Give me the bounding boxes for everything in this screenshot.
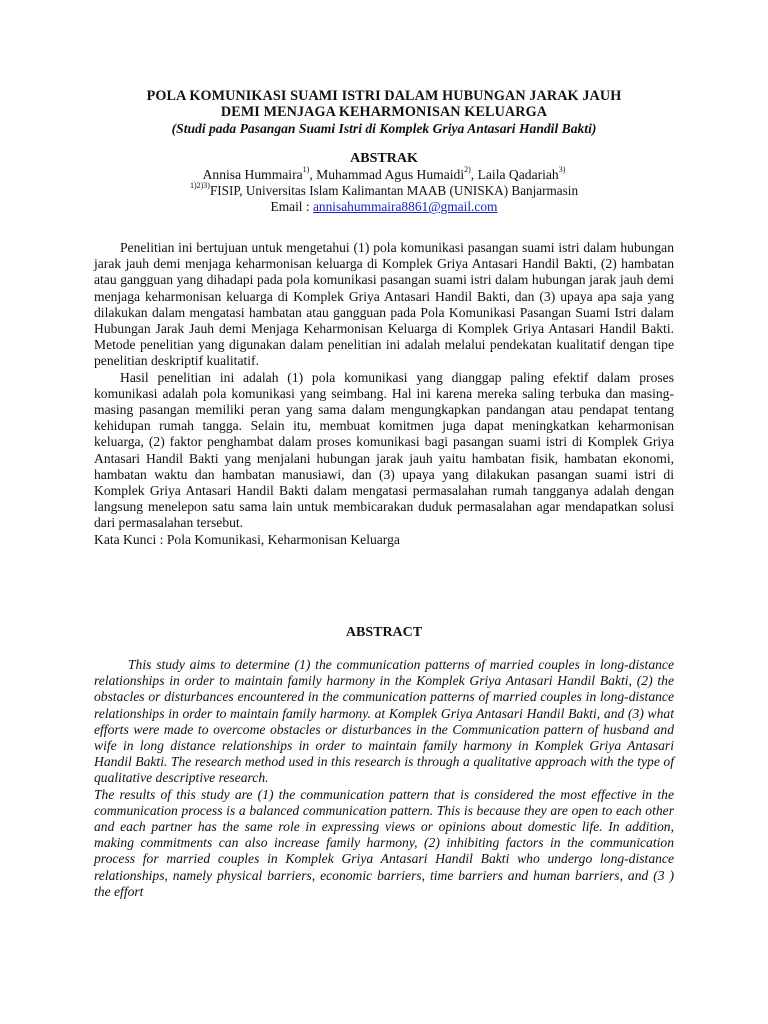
abstract-paragraph-2: The results of this study are (1) the communication pattern that is considered the most effective in the communication process is a balanced communication pattern. This is because they are open to each other and each partner has the same role in expressing views or opinions about domestic life. In addition, making commitments can also increase family harmony, (2) inhibiting factors in the communication process for married couples in Komplek Griya Antasari Handil Bakti who undergo long-distance relationships, namely physical barriers, economic barriers, time barriers and human barriers, and (3 ) the effort (94, 786, 674, 899)
abstrak-paragraph-1: Penelitian ini bertujuan untuk mengetahui (1) pola komunikasi pasangan suami istri dalam hubungan jarak jauh demi menjaga keharmonisan keluarga di Komplek Griya Antasari Handil Bakti, (2) hambatan atau gangguan yang dihadapi pada pola komunikasi pasangan suami istri dalam hubungan jarak jauh demi menjaga keharmonisan keluarga di Komplek Griya Antasari Handil Bakti, dan (3) upaya apa saja yang dilakukan dalam mengatasi hambatan atau gangguan pada Pola Komunikasi Pasangan Suami Istri dalam Hubungan Jarak Jauh demi Menjaga Keharmonisan Keluarga di Komplek Griya Antasari Handil Bakti. Metode penelitian yang digunakan dalam penelitian ini adalah melalui pendekatan kualitatif dengan tipe penelitian deskriptif kualitatif. (94, 240, 674, 369)
title-line-1: POLA KOMUNIKASI SUAMI ISTRI DALAM HUBUNGAN JARAK JAUH (146, 88, 622, 104)
affiliation (94, 183, 674, 199)
abstract-body (94, 657, 674, 900)
keywords: Kata Kunci : Pola Komunikasi, Keharmonisan Keluarga (94, 531, 400, 547)
author-2-mark: 2) (464, 165, 471, 174)
abstrak-heading: ABSTRAK (350, 151, 418, 166)
email-link[interactable]: annisahummaira8861@gmail.com (312, 199, 498, 214)
affiliation-mark: 1)2)3) (189, 181, 210, 190)
affiliation-text: FISIP, Universitas Islam Kalimantan MAAB (UNISKA) Banjarmasin (209, 183, 579, 198)
abstract-heading: ABSTRACT (345, 625, 423, 640)
email-label: Email : (270, 199, 313, 214)
abstract-paragraph-1: This study aims to determine (1) the communication patterns of married couples in long-distance relationships in order to maintain family harmony in the Komplek Griya Antasari Handil Bakti, (2) the obstacles or disturbances encountered in the communication patterns of married couples in long-distance relationships in order to maintain family harmony. at Komplek Griya Antasari Handil Bakti, and (3) what efforts were made to overcome obstacles or disturbances in the Communication pattern of husband and wife in long distance relationships in order to maintain family harmony in Komplek Griya Antasari Handil Bakti. The research method used in this research is through a qualitative approach with the type of qualitative descriptive research. (94, 657, 674, 786)
paper-subtitle: (Studi pada Pasangan Suami Istri di Komplek Griya Antasari Handil Bakti) (171, 121, 597, 136)
title-line-2: DEMI MENJAGA KEHARMONISAN KELUARGA (220, 104, 548, 120)
abstrak-paragraph-2: Hasil penelitian ini adalah (1) pola komunikasi yang dianggap paling efektif dalam proses komunikasi adalah pola komunikasi yang seimbang. Hal ini karena mereka saling terbuka dan masing-masing pasangan memiliki peran yang sama dalam mengungkapkan pandangan atau pendapat tentang kehidupan rumah tangga. Selain itu, membuat komitmen juga dapat meningkatkan keharmonisan keluarga, (2) faktor penghambat dalam proses komunikasi bagi pasangan suami istri di Komplek Griya Antasari Handil Bakti yang menjalani hubungan jarak jauh yaitu hambatan fisik, hambatan ekonomi, hambatan waktu dan hambatan manusiawi, dan (3) upaya yang dilakukan pasangan suami istri di Komplek Griya Antasari Handil Bakti dalam mengatasi permasalahan rumah tangganya adalah dengan langsung menelepon satu sama lain untuk membicarakan duduk permasalahan agar mendapatkan solusi dari permasalahan tersebut. (94, 369, 674, 531)
abstrak-body (94, 240, 674, 548)
paper-header (94, 88, 674, 215)
email-line (94, 199, 674, 215)
author-2-name: , Muhammad Agus Humaidi (309, 167, 465, 182)
author-list (94, 167, 674, 183)
author-1-name: Annisa Hummaira (202, 167, 303, 182)
author-1-mark: 1) (302, 165, 310, 174)
author-3-mark: 3) (558, 165, 566, 174)
author-3-name: , Laila Qadariah (470, 167, 559, 182)
